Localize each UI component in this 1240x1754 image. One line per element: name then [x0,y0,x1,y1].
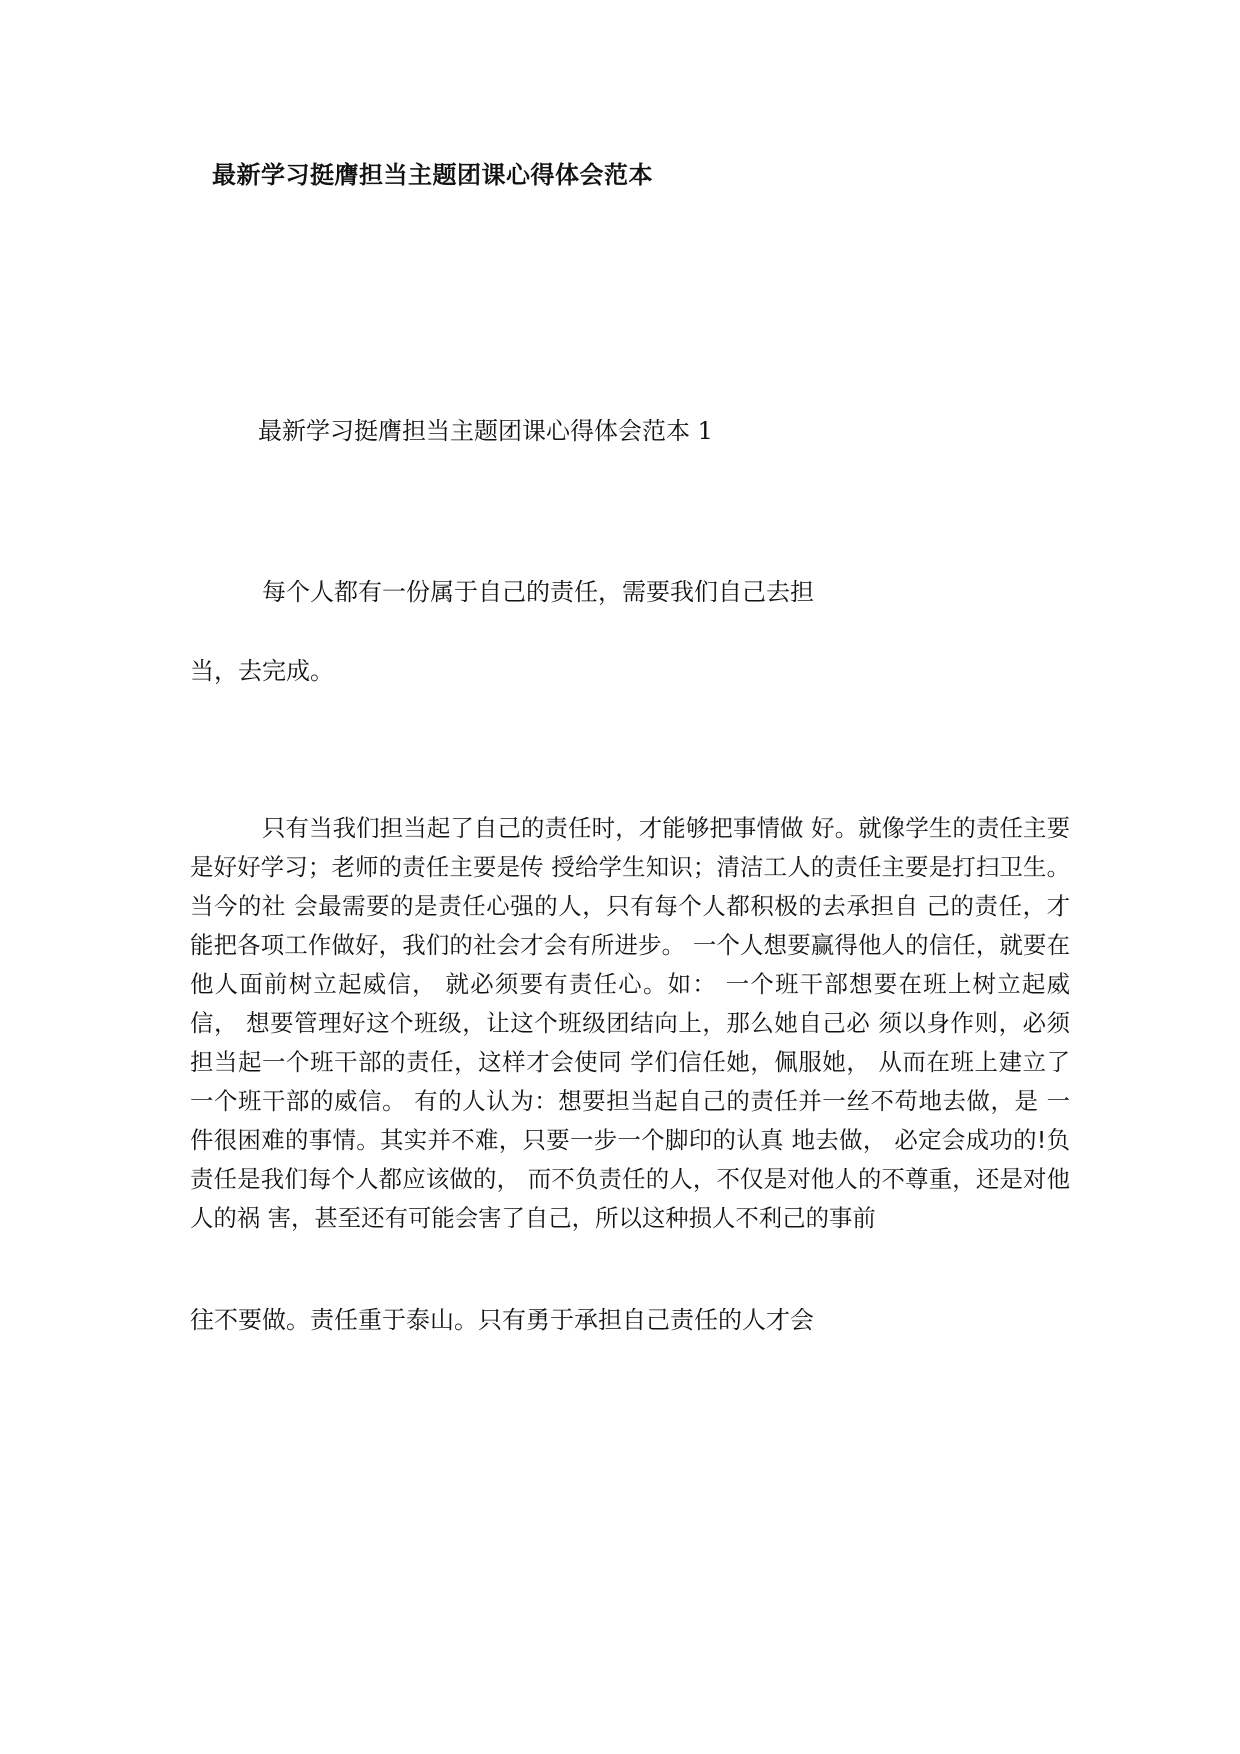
closing-line: 往不要做。责任重于泰山。只有勇于承担自己责任的人才会 [190,1306,814,1334]
section-heading: 最新学习挺膺担当主题团课心得体会范本 1 [258,417,713,445]
document-title: 最新学习挺膺担当主题团课心得体会范本 [212,161,653,189]
intro-line-2: 当，去完成。 [190,657,334,685]
intro-line-1: 每个人都有一份属于自己的责任，需要我们自己去担 [262,578,814,606]
body-paragraph: 只有当我们担当起了自己的责任时，才能够把事情做 好。就像学生的责任主要是好好学习；老师的责任主要是传 授给学生知识；清洁工人的责任主要是打扫卫生。当今的社 会最需要的是责任心强的人，只有每个人都积极的去承担自 己的责任，才能把各项工作做好，我们的社会才会有所进步。 一个人想要赢得他人的信任，就要在他人面前树立起威信， 就必须要有责任心。如： 一个班干部想要在班上树立起威信， 想要管理好这个班级，让这个班级团结向上，那么她自己必 须以身作则，必须担当起一个班干部的责任，这样才会使同 学们信任她，佩服她， 从而在班上建立了一个班干部的威信。 有的人认为：想要担当起自己的责任并一丝不苟地去做，是 一件很困难的事情。其实并不难，只要一步一个脚印的认真 地去做， 必定会成功的!负责任是我们每个人都应该做的， 而不负责任的人，不仅是对他人的不尊重，还是对他人的祸 害，甚至还有可能会害了自己，所以这种损人不利己的事前 [190,814,1070,1232]
